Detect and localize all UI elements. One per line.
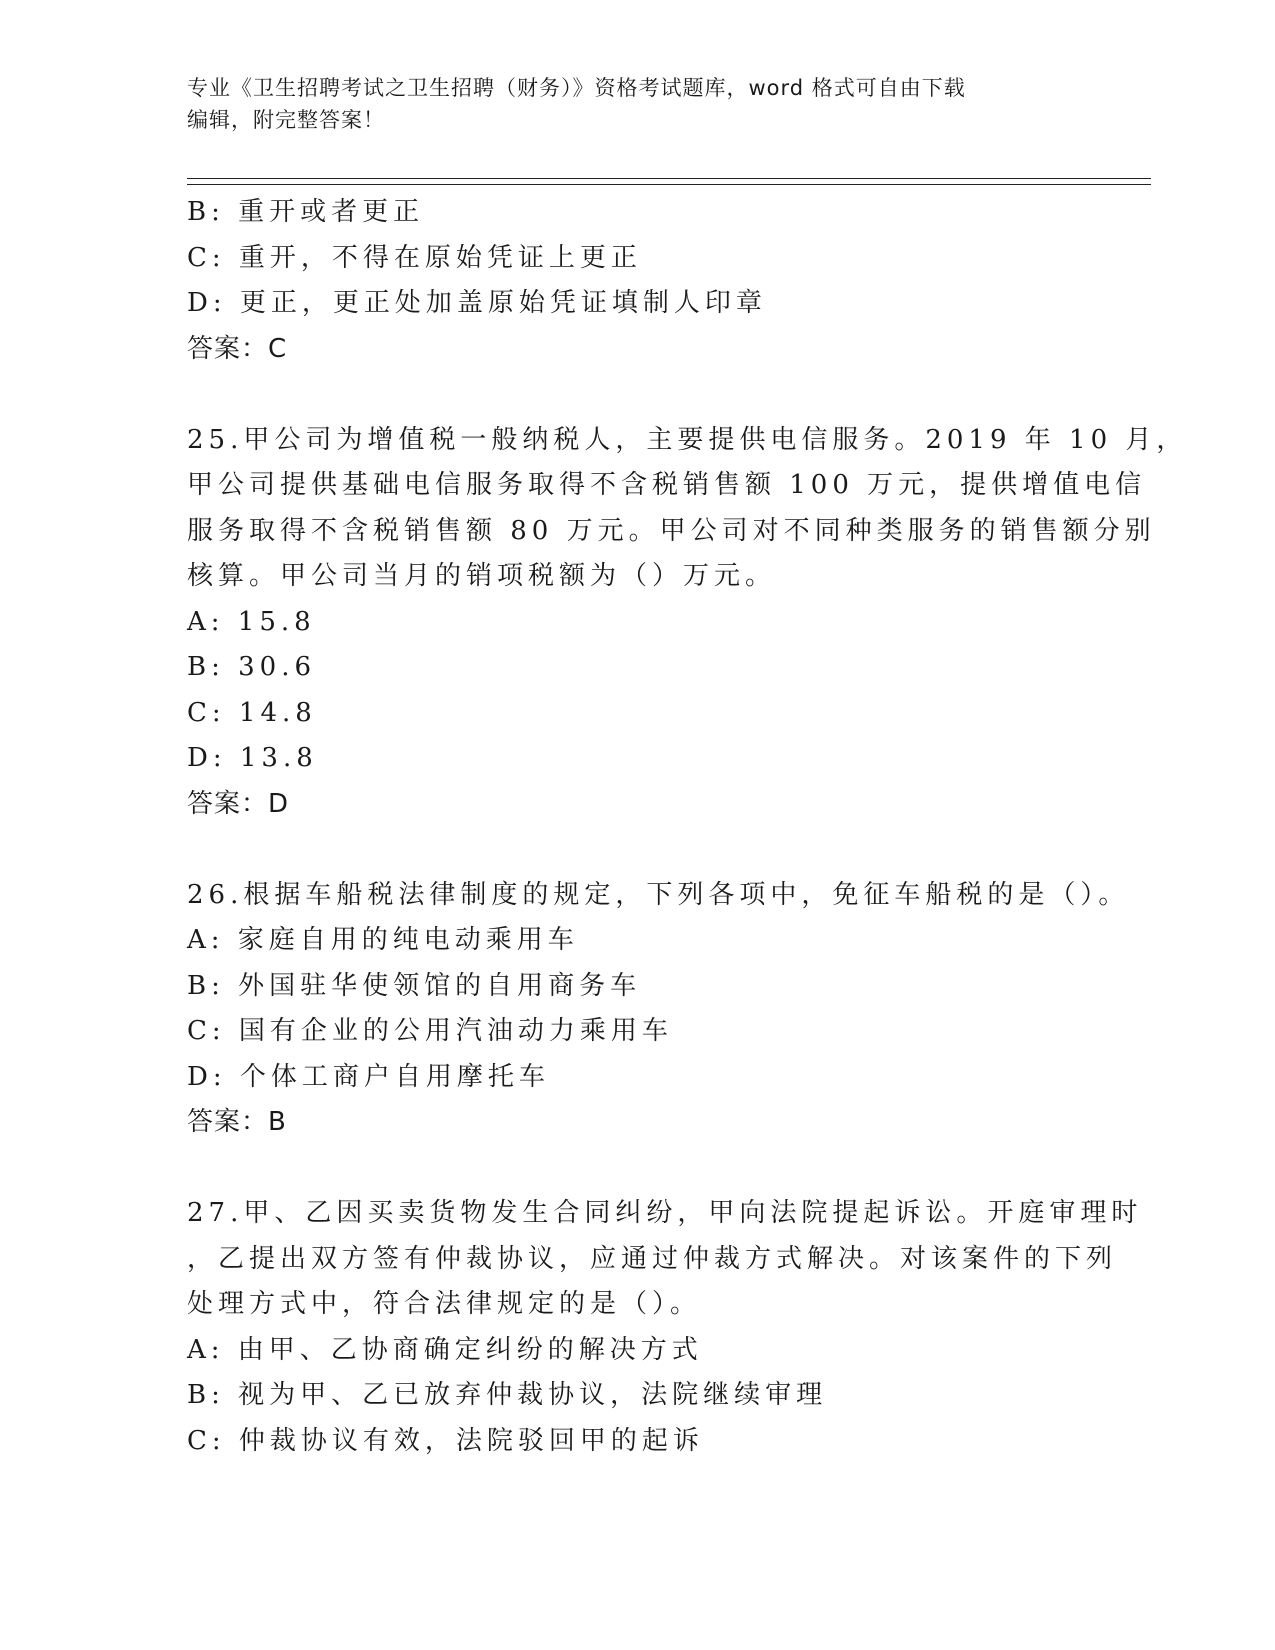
question-stem-line: 甲公司提供基础电信服务取得不含税销售额 100 万元，提供增值电信 (187, 470, 1147, 500)
option-b: B: 重开或者更正 (187, 197, 425, 227)
answer-line: 答案：D (187, 788, 290, 819)
option-d: D: 更正，更正处加盖原始凭证填制人印章 (187, 288, 767, 318)
option-c: C: 仲裁协议有效，法院驳回甲的起诉 (187, 1425, 704, 1456)
question-stem-line: 核算。甲公司当月的销项税额为（）万元。 (187, 561, 777, 591)
question-list (187, 190, 1188, 1464)
option-a: A: 由甲、乙协商确定纠纷的解决方式 (187, 1334, 703, 1365)
spacer (187, 1146, 1087, 1192)
question-27 (187, 1191, 1143, 1464)
header-divider-top (187, 178, 1151, 179)
answer-line: 答案：C (187, 333, 288, 364)
answer-line: 答案：B (187, 1107, 287, 1137)
option-b: B: 外国驻华使领馆的自用商务车 (187, 970, 642, 1001)
option-d: D: 个体工商户自用摩托车 (187, 1061, 550, 1092)
header-line-1: 专业《卫生招聘考试之卫生招聘（财务）》资格考试题库，word 格式可自由下载 (187, 76, 966, 100)
question-stem-line: ，乙提出双方签有仲裁协议，应通过仲裁方式解决。对该案件的下列 (187, 1243, 1118, 1274)
spacer (187, 827, 1087, 873)
question-stem-line: 服务取得不含税销售额 80 万元。甲公司对不同种类服务的销售额分别 (187, 515, 1156, 546)
document-header (187, 72, 1087, 136)
question-stem-line: 处理方式中，符合法律规定的是（）。 (187, 1289, 702, 1319)
question-26 (187, 873, 1130, 1146)
header-divider-bottom (187, 184, 1151, 185)
spacer (187, 372, 1087, 418)
question-stem-line: 27.甲、乙因买卖货物发生合同纠纷，甲向法院提起诉讼。开庭审理时 (187, 1198, 1143, 1228)
option-a: A: 家庭自用的纯电动乘用车 (187, 925, 579, 955)
header-line-2: 编辑，附完整答案！ (187, 108, 385, 132)
question-stem-line: 25.甲公司为增值税一般纳税人，主要提供电信服务。2019 年 10 月， (187, 424, 1188, 455)
option-b: B: 视为甲、乙已放弃仲裁协议，法院继续审理 (187, 1380, 828, 1410)
option-b: B: 30.6 (187, 652, 317, 682)
option-a: A: 15.8 (187, 606, 316, 637)
question-stem-line: 26.根据车船税法律制度的规定，下列各项中，免征车船税的是（）。 (187, 879, 1130, 910)
question-25 (187, 418, 1188, 828)
option-d: D: 13.8 (187, 743, 318, 773)
question-24-tail (187, 190, 1087, 372)
option-c: C: 14.8 (187, 697, 317, 728)
option-c: C: 重开，不得在原始凭证上更正 (187, 242, 642, 273)
option-c: C: 国有企业的公用汽油动力乘用车 (187, 1016, 673, 1046)
